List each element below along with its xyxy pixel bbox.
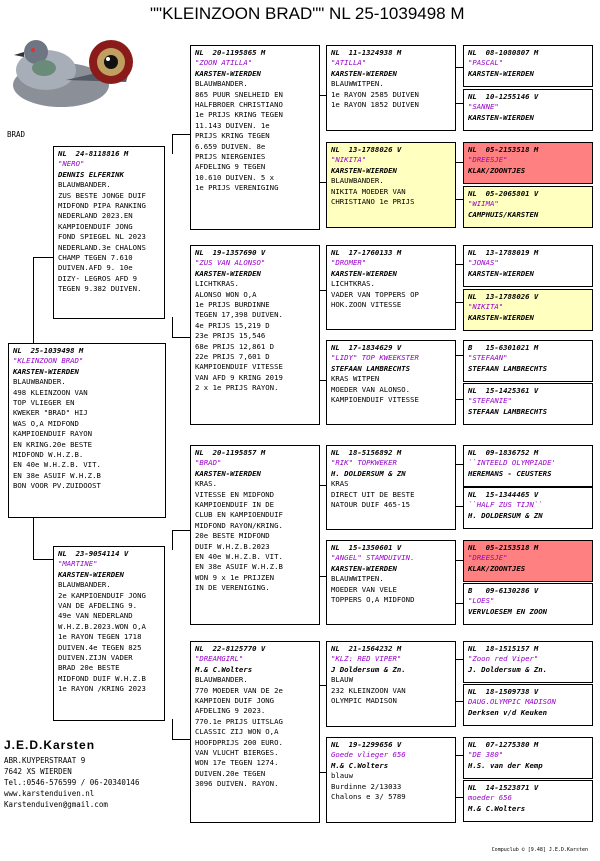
breeder-website[interactable]: www.karstenduiven.nl: [4, 789, 95, 798]
owner: STEFAAN LAMBRECHTS: [468, 363, 548, 373]
subject-label: BRAD: [7, 130, 26, 139]
pigeon-name: "ANGEL" STAMDUIVIN.: [331, 553, 415, 563]
breeder-phone: Tel.:0546-576599 / 06-20340146: [4, 778, 140, 787]
pigeon-name: "Zoon red Viper": [468, 654, 539, 664]
owner: CAMPHUIS/KARSTEN: [468, 209, 539, 219]
owner: H. DOLDERSUM & ZN: [331, 468, 406, 478]
owner: KARSTEN-WIERDEN: [13, 366, 79, 376]
pigeon-name: "BRAD": [195, 458, 222, 468]
description: KRAS. VITESSE EN MIDFOND KAMPIOENDUIF IN DE CLUB EN KAMPIOENDUIF MIDFOND RAYON/KRING. 20e BESTE MIDFOND DUIF W.H.Z.B.2023 EN 40e W.H.Z.B. VIT. EN 38e ASUIF W.H.Z.B WON 9 x 1e PRIJZEN IN DE VERENIGING.: [195, 479, 283, 593]
ring-number: B 15-6301021 M: [468, 343, 539, 352]
ring-number: NL 22-8125770 V: [195, 644, 266, 653]
ring-number: NL 14-1523871 V: [468, 783, 539, 792]
pigeon-name: "KLEINZOON BRAD": [13, 356, 84, 366]
owner: KARSTEN-WIERDEN: [468, 268, 534, 278]
pigeon-card-gen5-15: [463, 737, 593, 779]
pigeon-name: "DREAMGIRL": [195, 654, 244, 664]
pigeon-card-gen4-2: [326, 142, 456, 228]
owner: KARSTEN-WIERDEN: [468, 68, 534, 78]
owner: M.& C.Wolters: [195, 664, 253, 674]
pigeon-card-sire: [53, 146, 165, 319]
description: BLAUWBANDER. NIKITA MOEDER VAN CHRISTIANO 1e PRIJS: [331, 176, 415, 207]
description: BLAUWBANDER. ZUS BESTE JONGE DUIF MIDFOND PIPA RANKING NEDERLAND 2023.EN KAMPIOENDUIF JONG FOND SPIEGEL NL 2023 NEDERLAND.3e CHALONS CHAMP TEGEN 7.610 DUIVEN.AFD 9. 10e DIZY- LEGROS AFD 9 TEGEN 9.382 DUIVEN.: [58, 180, 146, 294]
pigeon-card-gen5-6: [463, 289, 593, 331]
ring-number: NL 20-1195857 M: [195, 448, 266, 457]
description: LICHTKRAS. ALONSO WON O,A 1e PRIJS BURDINNE TEGEN 17,398 DUIVEN. 4e PRIJS 15,219 D 23e PRIJS 15,546 68e PRIJS 12,861 D 22e PRIJS 7,601 D KAMPIOENDUIF VITESSE VAN AFD 9 KRING 2019 2 x 1e PRIJS RAYON.: [195, 279, 283, 393]
owner: H. DOLDERSUM & ZN: [468, 510, 543, 520]
ring-number: NL 20-1195865 M: [195, 48, 266, 57]
pigeon-name: "ZUS VAN ALONSO": [195, 258, 266, 268]
pigeon-card-gen4-8: [326, 737, 456, 823]
pigeon-name: Goede vlieger 656: [331, 750, 406, 760]
pigeon-name: "NERO": [58, 159, 85, 169]
ring-number: NL 07-1275380 M: [468, 740, 539, 749]
pigeon-photo: [6, 10, 136, 120]
pigeon-name: "JONAS": [468, 258, 499, 268]
pigeon-name: "WIIMA": [468, 199, 499, 209]
ring-number: NL 19-1299656 V: [331, 740, 402, 749]
ring-number: NL 24-8118816 M: [58, 149, 129, 158]
footer-credit: Compuclub © [9.48] J.E.D.Karsten: [491, 847, 588, 853]
breeder-address: ABR.KUYPERSTRAAT 9: [4, 756, 86, 765]
owner: STEFAAN LAMBRECHTS: [468, 406, 548, 416]
breeder-email[interactable]: Karstenduiven@gmail.com: [4, 800, 108, 809]
ring-number: NL 18-5156892 M: [331, 448, 402, 457]
description: BLAUWWITPEN. MOEDER VAN VELE TOPPERS O,A MIDFOND: [331, 574, 415, 605]
owner: KARSTEN-WIERDEN: [195, 268, 261, 278]
pigeon-card-gen3-3: [190, 445, 320, 625]
description: BLAUWBANDER. 498 KLEINZOON VAN TOP VLIEGER EN KWEKER "BRAD" HIJ WAS O,A MIDFOND KAMPIOENDUIF RAYON EN KRING.20e BESTE MIDFOND W.H.Z.B. EN 40e W.H.Z.B. VIT. EN 38e ASUIF W.H.Z.B BON VOOR PV.ZUIDOOST: [13, 377, 101, 491]
page-title: ""KLEINZOON BRAD"" NL 25-1039498 M: [150, 4, 465, 23]
pigeon-card-subject: [8, 343, 166, 518]
ring-number: NL 10-1255146 V: [468, 92, 539, 101]
pigeon-name: "PASCAL": [468, 58, 504, 68]
pigeon-name: "ZOON ATILLA": [195, 58, 253, 68]
ring-number: NL 17-1760133 M: [331, 248, 402, 257]
description: blauw Burdinne 2/13033 Chalons e 3/ 5789: [331, 771, 406, 802]
pigeon-card-gen4-3: [326, 245, 456, 330]
owner: KARSTEN-WIERDEN: [468, 112, 534, 122]
owner: KARSTEN-WIERDEN: [331, 563, 397, 573]
pigeon-card-gen5-8: [463, 383, 593, 425]
pigeon-name: "RIK" TOPKWEKER: [331, 458, 397, 468]
pigeon-card-gen5-2: [463, 89, 593, 131]
pigeon-card-gen5-11: [463, 540, 593, 582]
ring-number: NL 15-1425361 V: [468, 386, 539, 395]
description: BLAUW 232 KLEINZOON VAN OLYMPIC MADISON: [331, 675, 406, 706]
description: BLAUWWITPEN. 1e RAYON 2585 DUIVEN 1e RAYON 1852 DUIVEN: [331, 79, 419, 110]
pigeon-card-gen4-4: [326, 340, 456, 425]
ring-number: NL 17-1834629 V: [331, 343, 402, 352]
pigeon-card-gen5-12: [463, 583, 593, 625]
pigeon-name: "NIKITA": [468, 302, 504, 312]
pigeon-name: "STEFAAN": [468, 353, 508, 363]
pigeon-card-gen5-3: [463, 142, 593, 184]
pigeon-card-gen5-4: [463, 186, 593, 228]
owner: DENNIS ELFERINK: [58, 169, 124, 179]
ring-number: NL 23-9054114 V: [58, 549, 129, 558]
description: BLAUWBANDER. 770 MOEDER VAN DE 2e KAMPIOEN DUIF JONG AFDELING 9 2023. 770.1e PRIJS UITSLAG CLASSIC ZIJ WON O,A HOOFDPRIJS 200 EURO. VAN VLUCHT BIERGES. WON 17e TEGEN 1274. DUIVEN.20e TEGEN 3096 DUIVEN. RAYON.: [195, 675, 283, 789]
pigeon-card-gen5-16: [463, 780, 593, 822]
owner: HEREMANS - CEUSTERS: [468, 468, 552, 478]
pigeon-card-gen4-6: [326, 540, 456, 625]
description: KRAS DIRECT UIT DE BESTE NATOUR DUIF 465-15: [331, 479, 415, 510]
pigeon-card-dam: [53, 546, 165, 721]
owner: Derksen v/d Keuken: [468, 707, 548, 717]
ring-number: NL 13-1788026 V: [331, 145, 402, 154]
pigeon-name: ``HALF ZUS TIJN``: [468, 500, 543, 510]
pigeon-card-gen5-13: [463, 641, 593, 683]
pigeon-name: "STEFANIE": [468, 396, 512, 406]
pigeon-card-gen3-1: [190, 45, 320, 230]
owner: J. Doldersum & Zn.: [468, 664, 548, 674]
description: LICHTKRAS. VADER VAN TOPPERS OP HOK.ZOON VITESSE: [331, 279, 419, 310]
ring-number: NL 05-2153518 M: [468, 145, 539, 154]
ring-number: NL 21-1564232 M: [331, 644, 402, 653]
owner: KARSTEN-WIERDEN: [331, 68, 397, 78]
pigeon-card-gen4-1: [326, 45, 456, 131]
description: BLAUWBANDER. 865 PUUR SNELHEID EN HALFBROER CHRISTIANO 1e PRIJS KRING TEGEN 11.143 DUIVEN. 1e PRIJS KRING TEGEN 6.659 DUIVEN. 8e PRIJS NIERGENIES AFDELING 9 TEGEN 10.610 DUIVEN. 5 x 1e PRIJS VERENIGING: [195, 79, 283, 193]
owner: STEFAAN LAMBRECHTS: [331, 363, 411, 373]
pigeon-name: "ATILLA": [331, 58, 367, 68]
pigeon-card-gen5-5: [463, 245, 593, 287]
ring-number: NL 18-1515157 M: [468, 644, 539, 653]
ring-number: NL 11-1324938 M: [331, 48, 402, 57]
owner: KLAK/ZOONTJES: [468, 563, 526, 573]
pigeon-name: "LOES": [468, 596, 495, 606]
pigeon-name: DAUG.OLYMPIC MADISON: [468, 697, 556, 707]
owner: M.& C.Wolters: [468, 803, 526, 813]
owner: KLAK/ZOONTJES: [468, 165, 526, 175]
breeder-info: [4, 740, 139, 810]
owner: KARSTEN-WIERDEN: [58, 569, 124, 579]
pigeon-name: "DE 380": [468, 750, 504, 760]
ring-number: NL 18-1509738 V: [468, 687, 539, 696]
ring-number: NL 19-1357690 V: [195, 248, 266, 257]
pigeon-name: "KLZ: RED VIPER": [331, 654, 402, 664]
pigeon-card-gen3-4: [190, 641, 320, 823]
description: BLAUWBANDER. 2e KAMPIOENDUIF JONG VAN DE AFDELING 9. 49e VAN NEDERLAND W.H.Z.B.2023.WON O,A 1e RAYON TEGEN 1718 DUIVEN.4e TEGEN 825 DUIVEN.ZIJN VADER BRAD 20e BESTE MIDFOND DUIF W.H.Z.B 1e RAYON /KRING 2023: [58, 580, 146, 694]
description: KRAS WITPEN MOEDER VAN ALONSO. KAMPIOENDUIF VITESSE: [331, 374, 419, 405]
ring-number: NL 15-1344465 V: [468, 490, 539, 499]
pigeon-name: "NIKITA": [331, 155, 367, 165]
ring-number: NL 09-1836752 M: [468, 448, 539, 457]
pigeon-name: ``INTEELD OLYMPIADE': [468, 458, 556, 468]
pigeon-card-gen4-5: [326, 445, 456, 530]
owner: KARSTEN-WIERDEN: [468, 312, 534, 322]
pigeon-name: "DREESJE": [468, 553, 508, 563]
owner: M.& C.Wolters: [331, 760, 389, 770]
pigeon-card-gen5-14: [463, 684, 593, 726]
pigeon-card-gen4-7: [326, 641, 456, 727]
pigeon-name: "DREESJE": [468, 155, 508, 165]
pigeon-name: "SANNE": [468, 102, 499, 112]
ring-number: NL 08-1080807 M: [468, 48, 539, 57]
ring-number: B 09-6130286 V: [468, 586, 539, 595]
pigeon-card-gen5-10: [463, 487, 593, 529]
ring-number: NL 25-1039498 M: [13, 346, 84, 355]
ring-number: NL 13-1788026 V: [468, 292, 539, 301]
ring-number: NL 15-1350601 V: [331, 543, 402, 552]
owner: H.S. van der Kemp: [468, 760, 543, 770]
pigeon-name: "DROMER": [331, 258, 367, 268]
ring-number: NL 05-2153518 M: [468, 543, 539, 552]
pigeon-name: "MARTINE": [58, 559, 98, 569]
ring-number: NL 13-1788019 M: [468, 248, 539, 257]
pigeon-card-gen5-7: [463, 340, 593, 382]
ring-number: NL 05-2065801 V: [468, 189, 539, 198]
pigeon-name: "LIDY" TOP KWEEKSTER: [331, 353, 419, 363]
pigeon-name: moeder 656: [468, 793, 512, 803]
owner: KARSTEN-WIERDEN: [195, 468, 261, 478]
owner: KARSTEN-WIERDEN: [331, 268, 397, 278]
pigeon-card-gen5-1: [463, 45, 593, 87]
pigeon-card-gen3-2: [190, 245, 320, 425]
owner: KARSTEN-WIERDEN: [195, 68, 261, 78]
owner: VERVLOESEM EN ZOON: [468, 606, 548, 616]
breeder-city: 7642 XS WIERDEN: [4, 767, 72, 776]
breeder-name: J.E.D.Karsten: [4, 738, 96, 752]
pigeon-card-gen5-9: [463, 445, 593, 487]
owner: J Doldersum & Zn.: [331, 664, 406, 674]
owner: KARSTEN-WIERDEN: [331, 165, 397, 175]
